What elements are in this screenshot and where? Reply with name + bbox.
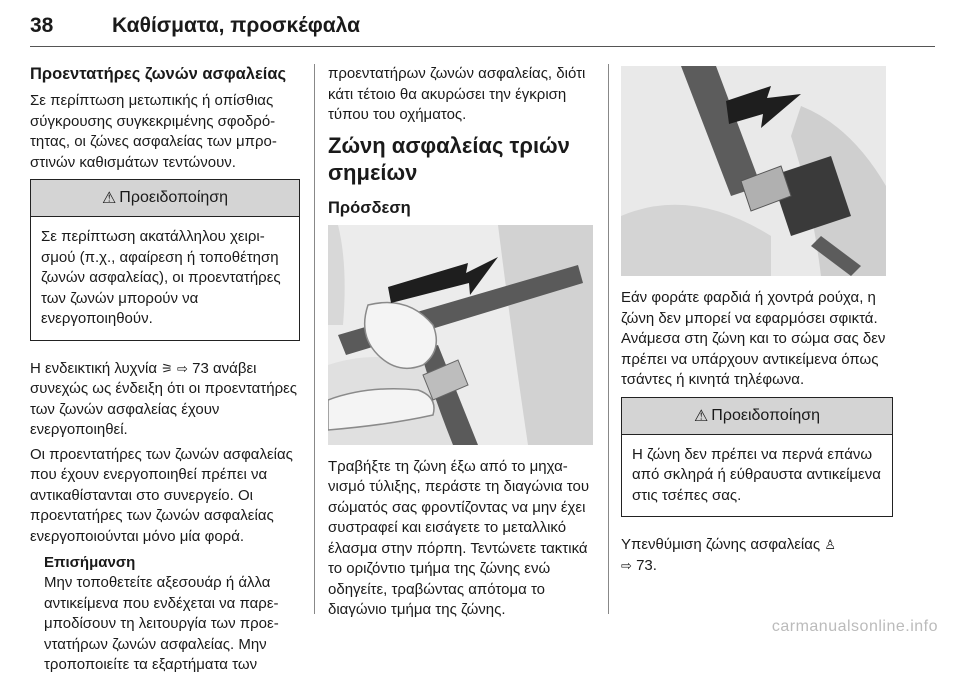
warning-triangle-icon: ⚠ <box>101 190 117 207</box>
warning-text: Σε περίπτωση ακατάλληλου χειρισμού (π.χ., αφαίρεση ή τοποθέτηση ζωνών ασφαλείας), οι προεντατήρες των ζωνών μπορούν να ενεργοποιηθούν. <box>41 228 281 327</box>
illustration-fastening-belt <box>328 225 593 445</box>
airbag-indicator-icon: ⚞ <box>161 360 173 376</box>
paragraph: Σε περίπτωση μετωπικής ή οπίσθιας σύγκρουσης συγκεκριμένης σφοδρότητας, οι ζώνες ασφαλείας των μπροστινών καθισμάτων τεντώνουν. <box>30 92 277 171</box>
page-title: Καθίσματα, προσκέφαλα <box>112 14 360 37</box>
warning-title: Προειδοποίηση <box>119 189 229 206</box>
illustration-belt-buckle <box>621 66 886 276</box>
warning-box <box>621 397 893 518</box>
section-heading-three-point-belt: Ζώνη ασφαλείας τριών σημείων <box>328 132 570 185</box>
seatbelt-reminder-icon: ♙ <box>824 537 836 552</box>
column-divider <box>608 64 609 614</box>
warning-text: Η ζώνη δεν πρέπει να περνά επάνω από σκληρά ή εύθραυστα αντικείμενα στις τσέπες σας. <box>632 445 881 504</box>
note-title: Επισήμανση <box>44 554 136 571</box>
page-reference-arrow-icon: ⇨ <box>621 557 632 573</box>
belt-illustration-image <box>328 225 593 445</box>
column-right <box>621 64 893 580</box>
column-left <box>30 64 300 680</box>
subheading-fastening: Πρόσδεση <box>328 198 411 217</box>
header-divider <box>30 46 935 47</box>
page-number: 38 <box>30 14 54 37</box>
warning-title: Προειδοποίηση <box>711 406 821 424</box>
page-reference: 73 ανάβει <box>192 359 257 377</box>
paragraph-text: Υπενθύμιση ζώνης ασφαλείας <box>621 536 821 553</box>
warning-triangle-icon: ⚠ <box>693 407 709 425</box>
paragraph-continuation: προεντατήρων ζωνών ασφαλείας, διότι κάτι τέτοιο θα ακυρώσει την έγκριση τύπου του οχήματος. <box>328 65 586 123</box>
page-reference-arrow-icon: ⇨ <box>177 360 188 376</box>
column-middle <box>328 64 598 625</box>
warning-header <box>622 398 892 435</box>
paragraph-indicator <box>30 359 300 441</box>
section-heading-pretensioners: Προεντατήρες ζωνών ασφαλείας <box>30 65 287 83</box>
warning-header <box>31 180 299 217</box>
paragraph-seatbelt-reminder <box>621 535 893 576</box>
paragraph-text: συνεχώς ως ένδειξη ότι οι προεντατήρες των ζωνών ασφαλείας έχουν ενεργοποιηθεί. <box>30 380 298 438</box>
paragraph-text: Η ενδεικτική λυχνία <box>30 359 158 377</box>
warning-box <box>30 179 300 341</box>
paragraph: Εάν φοράτε φαρδιά ή χοντρά ρούχα, η ζώνη δεν μπορεί να εφαρμόσει σφικτά. Ανάμεσα στη ζώνη και το σώμα σας δεν πρέπει να υπάρχουν αντικείμενα όπως τσάντες ή κινητά τηλέφωνα. <box>621 289 886 388</box>
page-header <box>30 8 935 48</box>
column-divider <box>314 64 315 614</box>
buckle-illustration-image <box>621 66 886 276</box>
paragraph: Τραβήξτε τη ζώνη έξω από το μηχανισμό τύλιξης, περάστε τη διαγώνια του σώματός σας φροντίζοντας να μην έχει συστραφεί και εισάγετε το μεταλλικό έλασμα στην πόρπη. Τεντώνετε τακτικά το οριζόντιο τμήμα της ζώνης ενώ οδηγείτε, τραβώντας απότομα το διαγώνιο τμήμα της ζώνης. <box>328 457 590 618</box>
note-block <box>30 553 300 676</box>
paragraph: Οι προεντατήρες των ζωνών ασφαλείας που έχουν ενεργοποιηθεί πρέπει να αντικαθίστανται στο συνεργείο. Οι προεντατήρες των ζωνών ασφαλείας ενεργοποιούνται μόνο μία φορά. <box>30 445 293 545</box>
page-reference: 73. <box>636 556 657 574</box>
watermark: carmanualsonline.info <box>771 618 938 635</box>
note-text: Μην τοποθετείτε αξεσουάρ ή άλλα αντικείμενα που ενδέχεται να παρεμποδίσουν τη λειτουργία των προεντατήρων ζωνών ασφαλείας. Μην τροποποιείτε τα εξαρτήματα των <box>44 574 279 673</box>
